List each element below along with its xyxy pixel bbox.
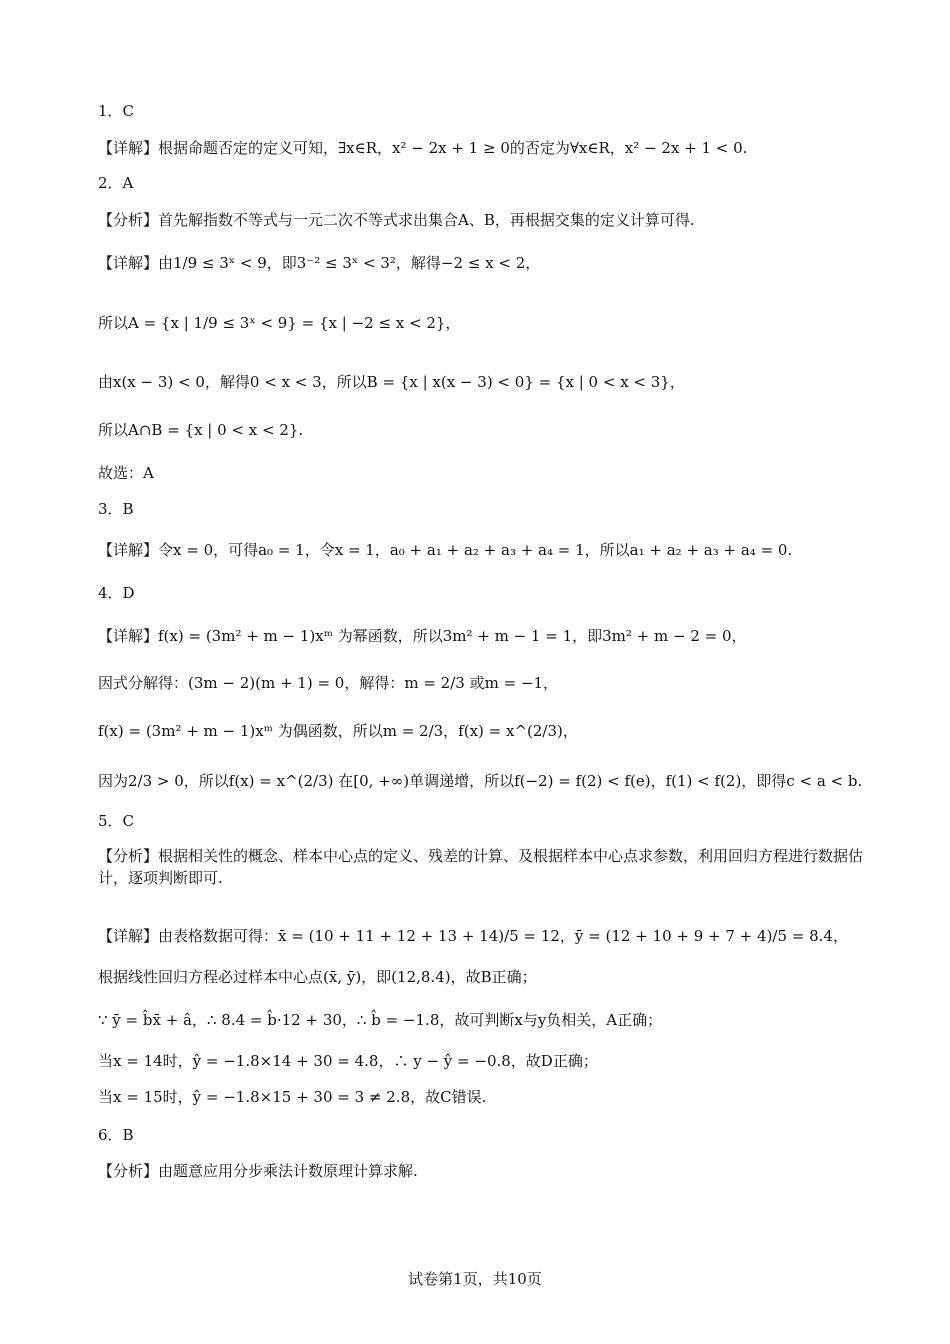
- solution-line: 当x = 14时，ŷ = −1.8×14 + 30 = 4.8，∴ y − ŷ = −0.8，故D正确；: [98, 1052, 598, 1070]
- solution-line: 当x = 15时，ŷ = −1.8×15 + 30 = 3 ≠ 2.8，故C错误.: [98, 1088, 487, 1106]
- analysis-line: 【分析】根据相关性的概念、样本中心点的定义、残差的计算、及根据样本中心点求参数，利用回归方程进行数据估计，逐项判断即可.: [98, 847, 864, 887]
- choice-line: 故选：A: [98, 464, 154, 482]
- solution-line: 由x(x − 3) < 0，解得0 < x < 3，所以B = {x | x(x − 3) < 0} = {x | 0 < x < 3}，: [98, 373, 685, 391]
- solution-line: 所以A = {x | 1/9 ≤ 3ˣ < 9} = {x | −2 ≤ x < 2}，: [98, 314, 461, 332]
- answer-number-1: 1．C: [98, 102, 135, 120]
- page-footer: 试卷第1页，共10页: [408, 1270, 542, 1288]
- analysis-line: 【分析】首先解指数不等式与一元二次不等式求出集合A、B，再根据交集的定义计算可得.: [98, 211, 695, 229]
- solution-line: 因式分解得：(3m − 2)(m + 1) = 0，解得：m = 2/3 或m = −1，: [98, 674, 559, 692]
- answer-number-5: 5．C: [98, 812, 135, 830]
- answer-number-6: 6．B: [98, 1126, 134, 1144]
- answer-number-2: 2．A: [98, 174, 134, 192]
- answer-number-3: 3．B: [98, 500, 134, 518]
- solution-line: 根据线性回归方程必过样本中心点(x̄, ȳ)，即(12,8.4)，故B正确；: [98, 968, 537, 986]
- detail-line: 【详解】根据命题否定的定义可知，∃x∈R，x² − 2x + 1 ≥ 0的否定为∀x∈R，x² − 2x + 1 < 0.: [98, 139, 748, 157]
- analysis-line: 【分析】由题意应用分步乘法计数原理计算求解.: [98, 1162, 418, 1180]
- detail-line: 【详解】令x = 0，可得a₀ = 1，令x = 1，a₀ + a₁ + a₂ + a₃ + a₄ = 1，所以a₁ + a₂ + a₃ + a₄ = 0.: [98, 541, 793, 559]
- detail-line: 【详解】由表格数据可得：x̄ = (10 + 11 + 12 + 13 + 14)/5 = 12，ȳ = (12 + 10 + 9 + 7 + 4)/5 = 8.4，: [98, 927, 848, 945]
- answer-number-4: 4．D: [98, 584, 135, 602]
- solution-line: 所以A∩B = {x | 0 < x < 2}.: [98, 421, 304, 439]
- solution-line: ∵ ȳ = b̂x̄ + â，∴ 8.4 = b̂·12 + 30，∴ b̂ = −1.8，故可判断x与y负相关，A正确；: [98, 1011, 663, 1029]
- solution-line: 因为2/3 > 0，所以f(x) = x^(2/3) 在[0, +∞)单调递增，所以f(−2) = f(2) < f(e)，f(1) < f(2)，即得c < a < b.: [98, 772, 863, 790]
- detail-line: 【详解】由1/9 ≤ 3ˣ < 9，即3⁻² ≤ 3ˣ < 3²，解得−2 ≤ x < 2，: [98, 254, 541, 272]
- solution-line: f(x) = (3m² + m − 1)xᵐ 为偶函数，所以m = 2/3，f(x) = x^(2/3)，: [98, 722, 578, 740]
- detail-line: 【详解】f(x) = (3m² + m − 1)xᵐ 为幂函数，所以3m² + m − 1 = 1，即3m² + m − 2 = 0，: [98, 627, 747, 645]
